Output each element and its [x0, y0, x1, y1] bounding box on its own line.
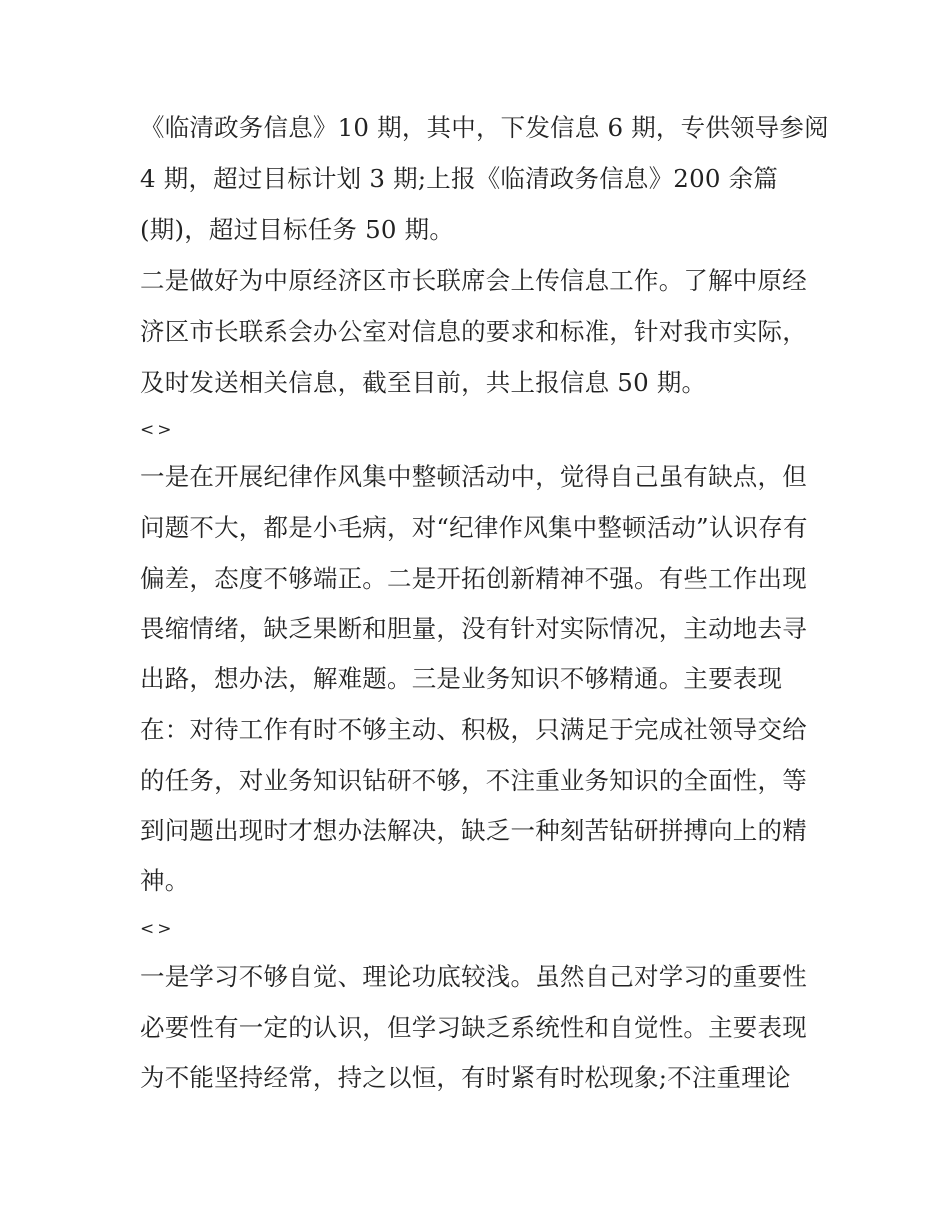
text-line-3: (期)，超过目标任务 50 期。	[140, 215, 455, 244]
text-line-1: 《临清政务信息》10 期，其中，下发信息 6 期，专供领导参阅	[140, 113, 829, 142]
text-line-18: 为不能坚持经常，持之以恒，有时紧有时松现象;不注重理论	[140, 1063, 791, 1092]
text-line-9: 偏差，态度不够端正。二是开拓创新精神不强。有些工作出现	[140, 564, 807, 593]
text-line-14: 到问题出现时才想办法解决，缺乏一种刻苦钻研拼搏向上的精	[140, 816, 807, 845]
text-line-2: 4 期，超过目标计划 3 期;上报《临清政务信息》200 余篇	[140, 164, 779, 193]
text-line-17: 必要性有一定的认识，但学习缺乏系统性和自觉性。主要表现	[140, 1013, 807, 1042]
text-line-4: 二是做好为中原经济区市长联席会上传信息工作。了解中原经	[140, 266, 807, 295]
text-line-16: 一是学习不够自觉、理论功底较浅。虽然自己对学习的重要性	[140, 962, 807, 991]
section-marker-1: <>	[140, 420, 175, 440]
text-line-6: 及时发送相关信息，截至目前，共上报信息 50 期。	[140, 368, 707, 397]
text-line-15: 神。	[140, 866, 190, 895]
text-line-5: 济区市长联系会办公室对信息的要求和标准，针对我市实际，	[140, 317, 807, 346]
text-line-8: 问题不大，都是小毛病，对“纪律作风集中整顿活动”认识存有	[140, 513, 808, 542]
text-line-13: 的任务，对业务知识钻研不够，不注重业务知识的全面性，等	[140, 766, 807, 795]
text-line-12: 在：对待工作有时不够主动、积极，只满足于完成社领导交给	[140, 715, 807, 744]
text-line-11: 出路，想办法，解难题。三是业务知识不够精通。主要表现	[140, 664, 783, 693]
text-line-7: 一是在开展纪律作风集中整顿活动中，觉得自己虽有缺点，但	[140, 462, 807, 491]
text-line-10: 畏缩情绪，缺乏果断和胆量，没有针对实际情况，主动地去寻	[140, 614, 807, 643]
section-marker-2: <>	[140, 919, 175, 939]
